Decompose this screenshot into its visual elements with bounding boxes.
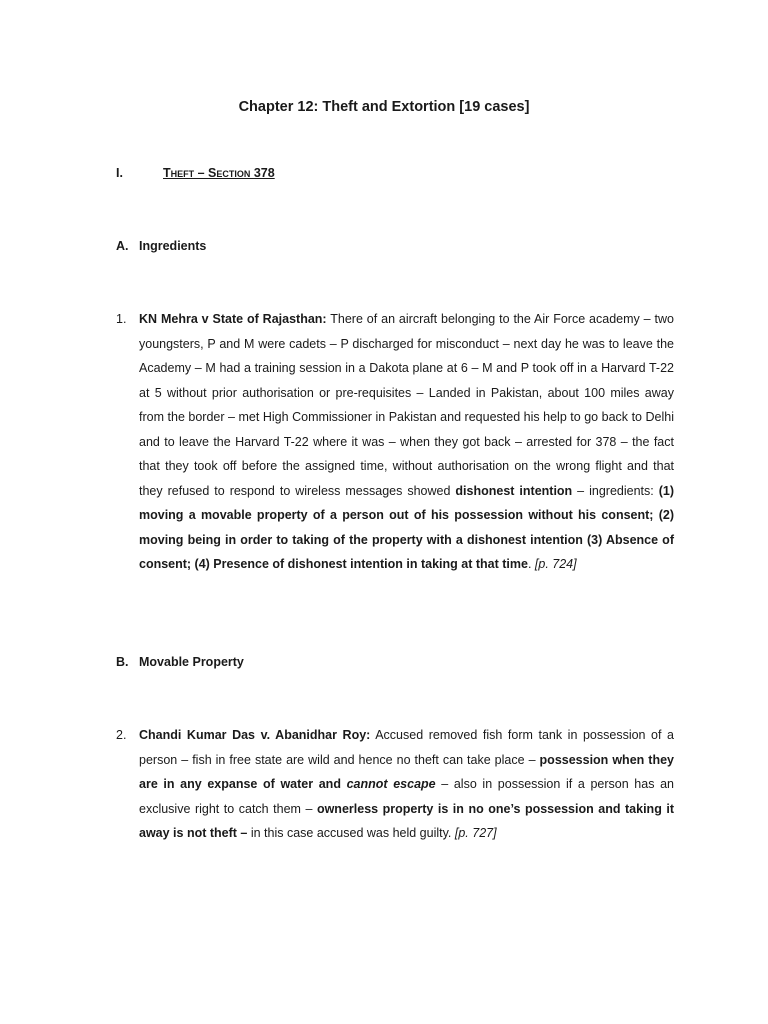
case-number-1: 1. [116, 312, 127, 326]
section-heading: Theft – Section 378 [163, 166, 275, 180]
case-text: . [527, 557, 535, 571]
case-bold-text: ownerless property is in no one’s possession and taking it away is not theft – [139, 801, 674, 840]
subsection-heading-ingredients: Ingredients [139, 239, 207, 253]
case-text: Accused removed fish form tank in possession of a person – fish in free state are wild and hence no theft can take place – [139, 728, 674, 767]
case-number-2: 2. [116, 728, 127, 742]
case-paragraph-2 [139, 723, 674, 846]
case-text: There of an aircraft belonging to the Air Force academy – two youngsters, P and M were cadets – P discharged for misconduct – next day he was to leave the Academy – M had a training session in a Dakota plane at 6 – M and P took off in a Harvard T-22 at 5 without prior authorisation or pre-requisites – Landed in Pakistan, about 100 miles away from the border – met High Commissioner in Pakistan and requested his help to go back to Delhi and to leave the Harvard T-22 where it was – when they got back – arrested for 378 – the fact that they took off before the assigned time, without authorisation on the wrong flight and that they refused to respond to wireless messages showed [139, 312, 674, 498]
subsection-letter-b: B. [116, 655, 129, 669]
subsection-letter-a: A. [116, 239, 129, 253]
case-bold-text: dishonest intention [455, 483, 573, 498]
section-number: I. [116, 166, 123, 180]
case-name: KN Mehra v State of Rajasthan: [139, 312, 327, 326]
case-text: – ingredients: [572, 483, 659, 498]
case-bold-text: possession when they are in any expanse of water and [139, 752, 674, 791]
chapter-title: Chapter 12: Theft and Extortion [19 cases] [238, 99, 530, 115]
case-name: Chandi Kumar Das v. Abanidhar Roy: [139, 728, 371, 742]
subsection-heading-movable-property: Movable Property [139, 655, 244, 669]
case-bold-text: (1) moving a movable property of a person out of his possession without his consent; (2) moving being in order to taking of the property with a dishonest intention (3) Absence of consent; (4) Presence of dishonest intention in taking at that time [139, 483, 674, 571]
page-reference: [p. 724] [534, 557, 577, 571]
case-text: – also in possession if a person has an exclusive right to catch them – [139, 777, 675, 816]
case-bold-italic-text: cannot escape [346, 777, 436, 791]
page-reference: [p. 727] [454, 826, 497, 840]
case-paragraph-1 [139, 307, 674, 577]
case-text: in this case accused was held guilty. [247, 826, 455, 840]
